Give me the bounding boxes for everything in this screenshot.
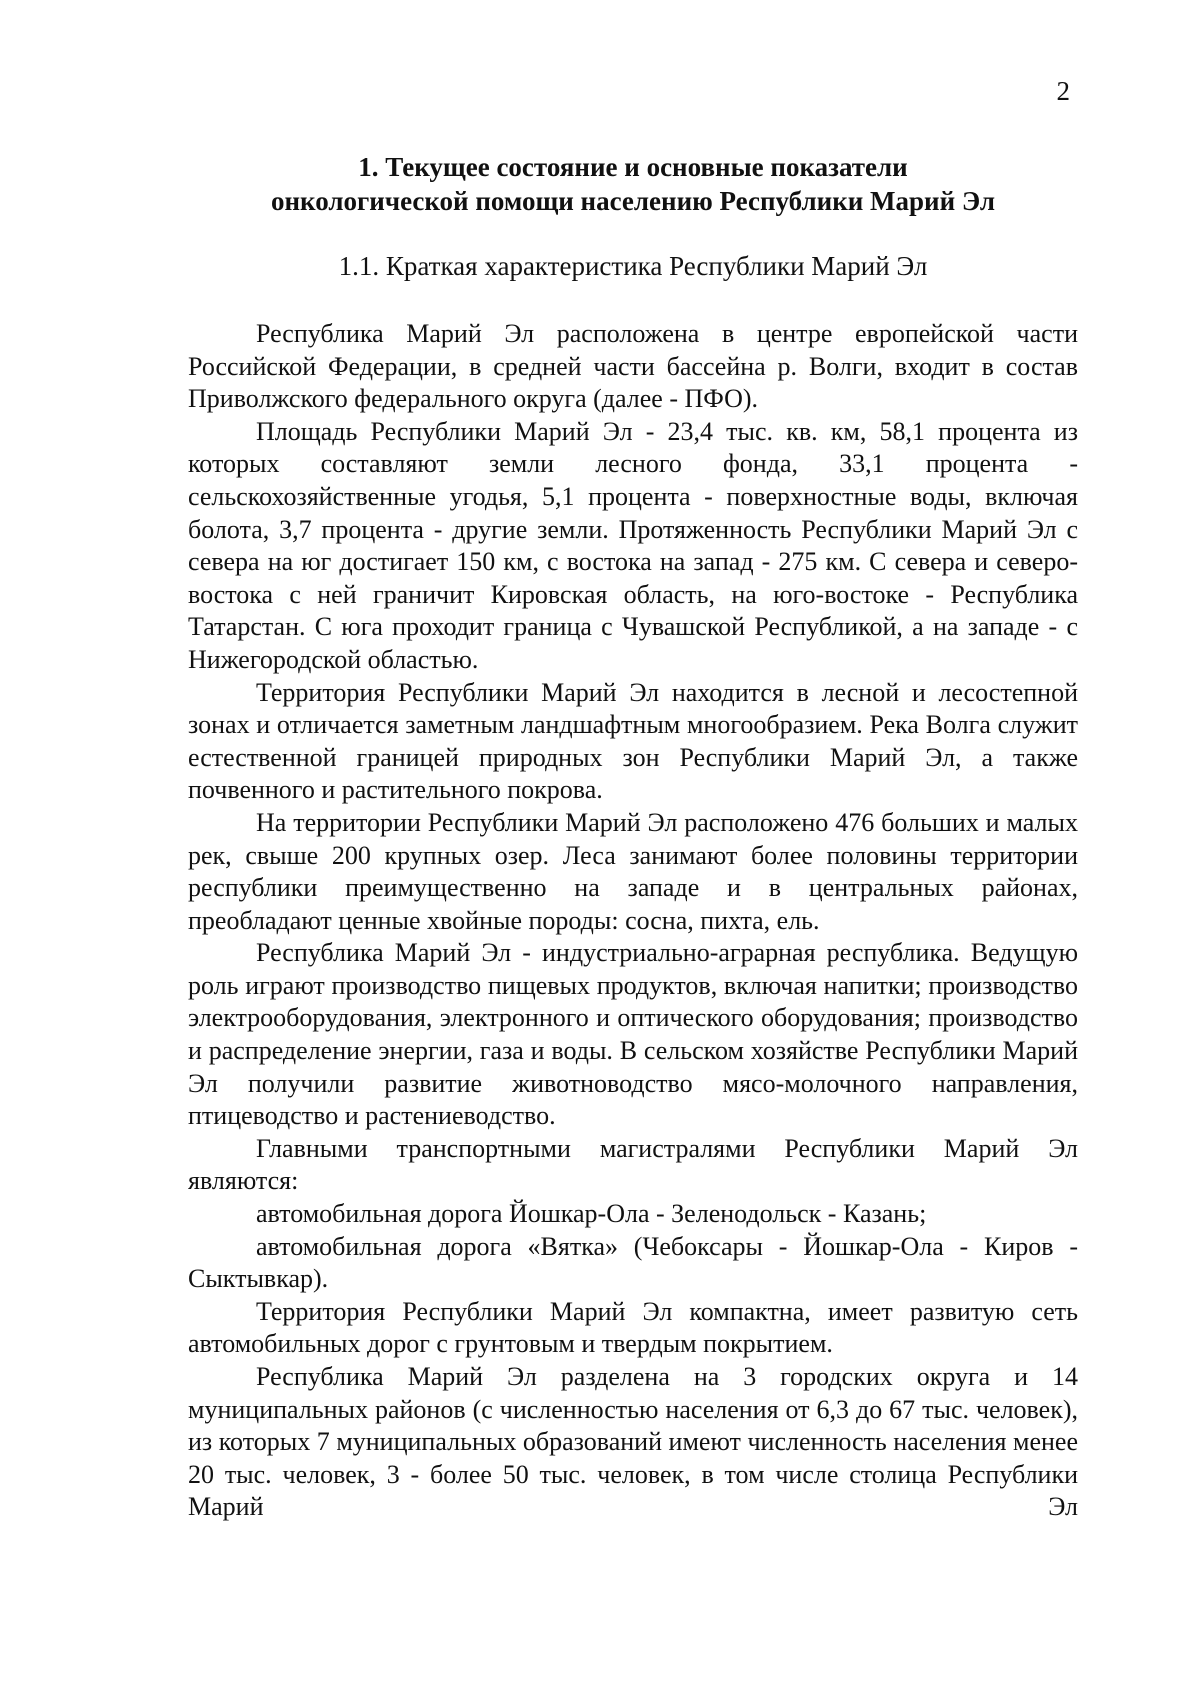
- page-number: 2: [1056, 76, 1070, 106]
- paragraph-area: Площадь Республики Марий Эл - 23,4 тыс. кв. км, 58,1 процента из которых составляют земли лесного фонда, 33,1 процента - сельскохозяйственные угодья, 5,1 процента - поверхностные воды, включая болота, 3,7 процента - другие земли. Протяженность Республики Марий Эл с севера на юг достигает 150 км, с востока на запад - 275 км. С севера и северо-востока с ней граничит Кировская область, на юго-востоке - Республика Татарстан. С юга проходит граница с Чувашской Республикой, а на западе - с Нижегородской областью.: [188, 416, 1078, 674]
- paragraph-rivers: На территории Республики Марий Эл расположено 476 больших и малых рек, свыше 200 крупных озер. Леса занимают более половины территории республики преимущественно на западе и в центральных районах, преобладают ценные хвойные породы: сосна, пихта, ель.: [188, 807, 1078, 935]
- section-title: [188, 150, 1078, 218]
- paragraph-location: Республика Марий Эл расположена в центре европейской части Российской Федерации, в средней части бассейна р. Волги, входит в состав Приволжского федерального округа (далее - ПФО).: [188, 319, 1078, 414]
- paragraph-road-kazan: автомобильная дорога Йошкар-Ола - Зеленодольск - Казань;: [256, 1199, 927, 1229]
- paragraph-road-network: Территория Республики Марий Эл компактна, имеет развитую сеть автомобильных дорог с грунтовым и твердым покрытием.: [188, 1296, 1078, 1359]
- paragraph-territory: Территория Республики Марий Эл находится в лесной и лесостепной зонах и отличается заметным ландшафтным многообразием. Река Волга служит естественной границей природных зон Республики Марий Эл, а также почвенного и растительного покрова.: [188, 677, 1078, 805]
- paragraph-economy: Республика Марий Эл - индустриально-аграрная республика. Ведущую роль играют производство пищевых продуктов, включая напитки; производство электрооборудования, электронного и оптического оборудования; производство и распределение энергии, газа и воды. В сельском хозяйстве Республики Марий Эл получили развитие животноводство мясо-молочного направления, птицеводство и растениеводство.: [188, 938, 1078, 1131]
- paragraph-transport-intro: Главными транспортными магистралями Республики Марий Эл являются:: [188, 1133, 1078, 1196]
- paragraph-road-vyatka: автомобильная дорога «Вятка» (Чебоксары - Йошкар-Ола - Киров - Сыктывкар).: [188, 1231, 1078, 1294]
- body-text: [188, 318, 1078, 1524]
- paragraph-districts: Республика Марий Эл разделена на 3 городских округа и 14 муниципальных районов (с численностью населения от 6,3 до 67 тыс. человек), из которых 7 муниципальных образований имеют численность населения менее 20 тыс. человек, 3 - более 50 тыс. человек, в том числе столица Республики Марий Эл: [188, 1362, 1078, 1522]
- subsection-title: 1.1. Краткая характеристика Республики Марий Эл: [338, 251, 928, 281]
- section-title-line-2: онкологической помощи населению Республики Марий Эл: [270, 186, 996, 216]
- section-title-line-1: 1. Текущее состояние и основные показатели: [358, 152, 908, 182]
